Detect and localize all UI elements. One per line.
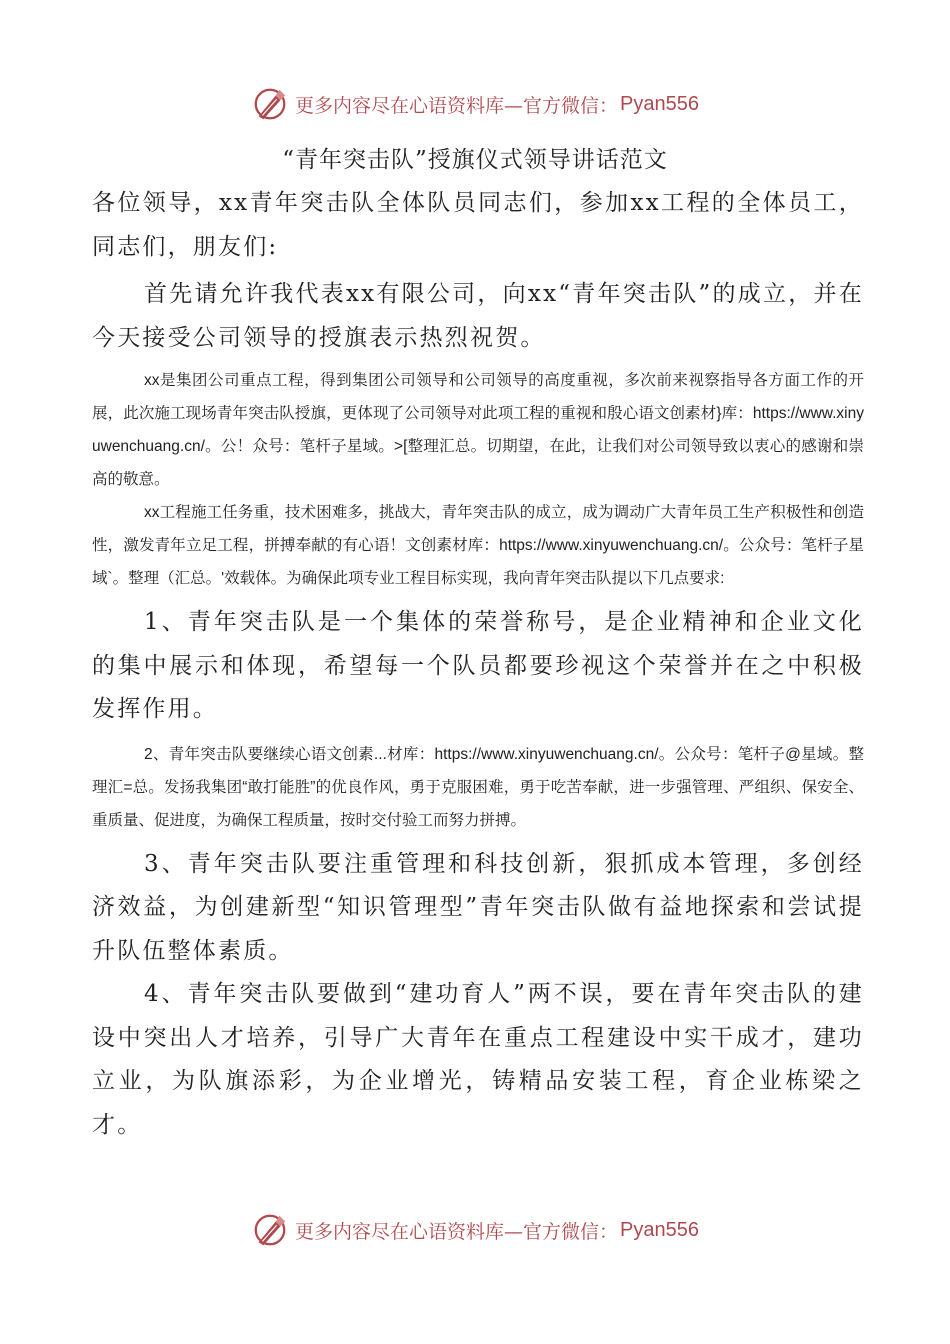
small-paragraph-1: xx是集团公司重点工程，得到集团公司领导和公司领导的高度重视，多次前来视察指导各方面工作的开展，此次施工现场青年突击队授旗，更体现了公司领导对此项工程的重视和殷心语文创素材}库：https://www.xinyuwenchuang.cn/。公！众号：笔杆子星域。>[整理汇总。切期望，在此，让我们对公司领导致以衷心的感谢和崇高的敬意。 [92,372,864,488]
footer-banner [0,1210,950,1250]
pen-nib-logo-icon [251,85,289,123]
document-body [92,182,864,1147]
requirement-item-2: 2、青年突击队要继续心语文创素...材库：https://www.xinyuwenchuang.cn/。公众号：笔杆子@星域。整理汇=总。发扬我集团“敢打能胜”的优良作风，勇于克服困难，勇于吃苦奉献，进一步强管理、严组织、保安全、重质量、促进度，为确保工程质量，按时交付验工而努力拼搏。 [92,745,864,829]
header-banner [0,84,950,124]
banner-wechat-id: Pyan556 [620,1218,699,1241]
banner-text: 更多内容尽在心语资料库—官方微信： [295,1220,619,1243]
banner-text: 更多内容尽在心语资料库—官方微信： [295,94,619,117]
greeting-paragraph: 各位领导，xx青年突击队全体队员同志们，参加xx工程的全体员工，同志们，朋友们: [92,190,864,260]
banner-wechat-id: Pyan556 [620,92,699,115]
intro-paragraph: 首先请允许我代表xx有限公司，向xx“青年突击队”的成立，并在今天接受公司领导的授旗表示热烈祝贺。 [92,281,864,351]
requirement-item-4: 4、青年突击队要做到“建功育人”两不误，要在青年突击队的建设中突出人才培养，引导广大青年在重点工程建设中实干成才，建功立业，为队旗添彩，为企业增光，铸精品安装工程，育企业栋梁之才。 [92,981,864,1138]
requirement-item-1: 1、青年突击队是一个集体的荣誉称号，是企业精神和企业文化的集中展示和体现，希望每一个队员都要珍视这个荣誉并在之中积极发挥作用。 [92,609,864,722]
requirement-item-3: 3、青年突击队要注重管理和科技创新，狠抓成本管理，多创经济效益，为创建新型“知识管理型”青年突击队做有益地探索和尝试提升队伍整体素质。 [92,850,864,964]
small-paragraph-2: xx工程施工任务重，技术困难多，挑战大，青年突击队的成立，成为调动广大青年员工生产积极性和创造性，激发青年立足工程，拼搏奉献的有心语！文创素材库：https://www.xinyuwenchuang.cn/。公众号：笔杆子星域`。整理（汇总。'效载体。为确保此项专业工程目标实现，我向青年突击队提以下几点要求: [92,504,864,587]
document-title: “青年突击队”授旗仪式领导讲话范文 [282,147,668,173]
pen-nib-logo-icon [251,1211,289,1249]
